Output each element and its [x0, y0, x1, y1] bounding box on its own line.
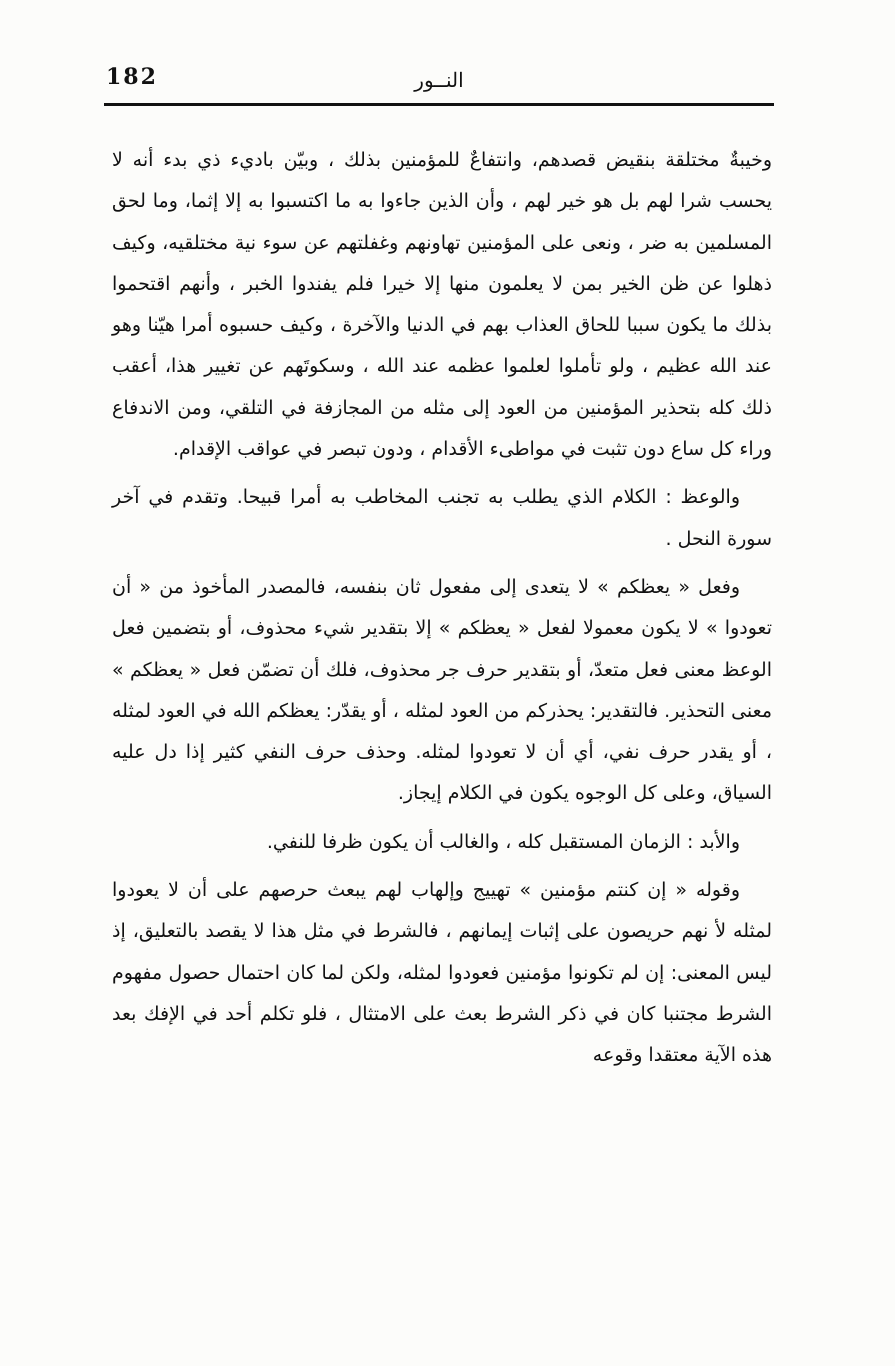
body-text: [112, 140, 772, 1084]
paragraph: وخيبةٌ مختلقة بنقيض قصدهم، وانتفاعٌ للمؤمنين بذلك ، وبيّن باديء ذي بدء أنه لا يحسب شرا لهم بل هو خير لهم ، وأن الذين جاءوا به ما اكتسبوا به إلا إثما، وما لحق المسلمين به ضر ، ونعى على المؤمنين تهاونهم وغفلتهم عن سوء نية مختلقيه، وكيف ذهلوا عن ظن الخير بمن لا يعلمون منها إلا خيرا فلم يفندوا الخبر ، وأنهم اقتحموا بذلك ما يكون سببا للحاق العذاب بهم في الدنيا والآخرة ، وكيف حسبوه أمرا هيّنا وهو عند الله عظيم ، ولو تأملوا لعلموا عظمه عند الله ، وسكوتَهم عن تغيير هذا، أعقب ذلك كله بتحذير المؤمنين من العود إلى مثله من المجازفة في التلقي، ومن الاندفاع وراء كل ساع دون تثبت في مواطىء الأقدام ، ودون تبصر في عواقب الإقدام.: [112, 149, 772, 461]
page-header: [104, 62, 774, 102]
paragraph: وفعل « يعظكم » لا يتعدى إلى مفعول ثان بنفسه، فالمصدر المأخوذ من « أن تعودوا » لا يكون معمولا لفعل « يعظكم » إلا بتقدير شيء محذوف، أو بتضمين فعل الوعظ معنى فعل متعدّ، أو بتقدير حرف جر محذوف، فلك أن تضمّن فعل « يعظكم » معنى التحذير. فالتقدير: يحذركم من العود لمثله ، أو يقدّر: يعظكم الله في العود لمثله ، أو يقدر حرف نفي، أي أن لا تعودوا لمثله. وحذف حرف النفي كثير إذا دل عليه السياق، وعلى كل الوجوه يكون في الكلام إيجاز.: [112, 575, 772, 805]
paragraph: والوعظ : الكلام الذي يطلب به تجنب المخاطب به أمرا قبيحا. وتقدم في آخر سورة النحل .: [112, 486, 772, 550]
paragraph: والأبد : الزمان المستقبل كله ، والغالب أن يكون ظرفا للنفي.: [266, 830, 740, 853]
page-number: 182: [106, 64, 158, 90]
header-rule: [104, 103, 774, 106]
running-title: النــور: [414, 68, 464, 92]
paragraph: وقوله « إن كنتم مؤمنين » تهييج وإلهاب لهم يبعث حرصهم على أن لا يعودوا لمثله لأ نهم حريصون على إثبات إيمانهم ، فالشرط في مثل هذا لا يقصد بالتعليق، إذ ليس المعنى: إن لم تكونوا مؤمنين فعودوا لمثله، ولكن لما كان احتمال حصول مفهوم الشرط مجتنبا كان في ذكر الشرط بعث على الامتثال ، فلو تكلم أحد في الإفك بعد هذه الآية معتقدا وقوعه: [112, 879, 772, 1067]
